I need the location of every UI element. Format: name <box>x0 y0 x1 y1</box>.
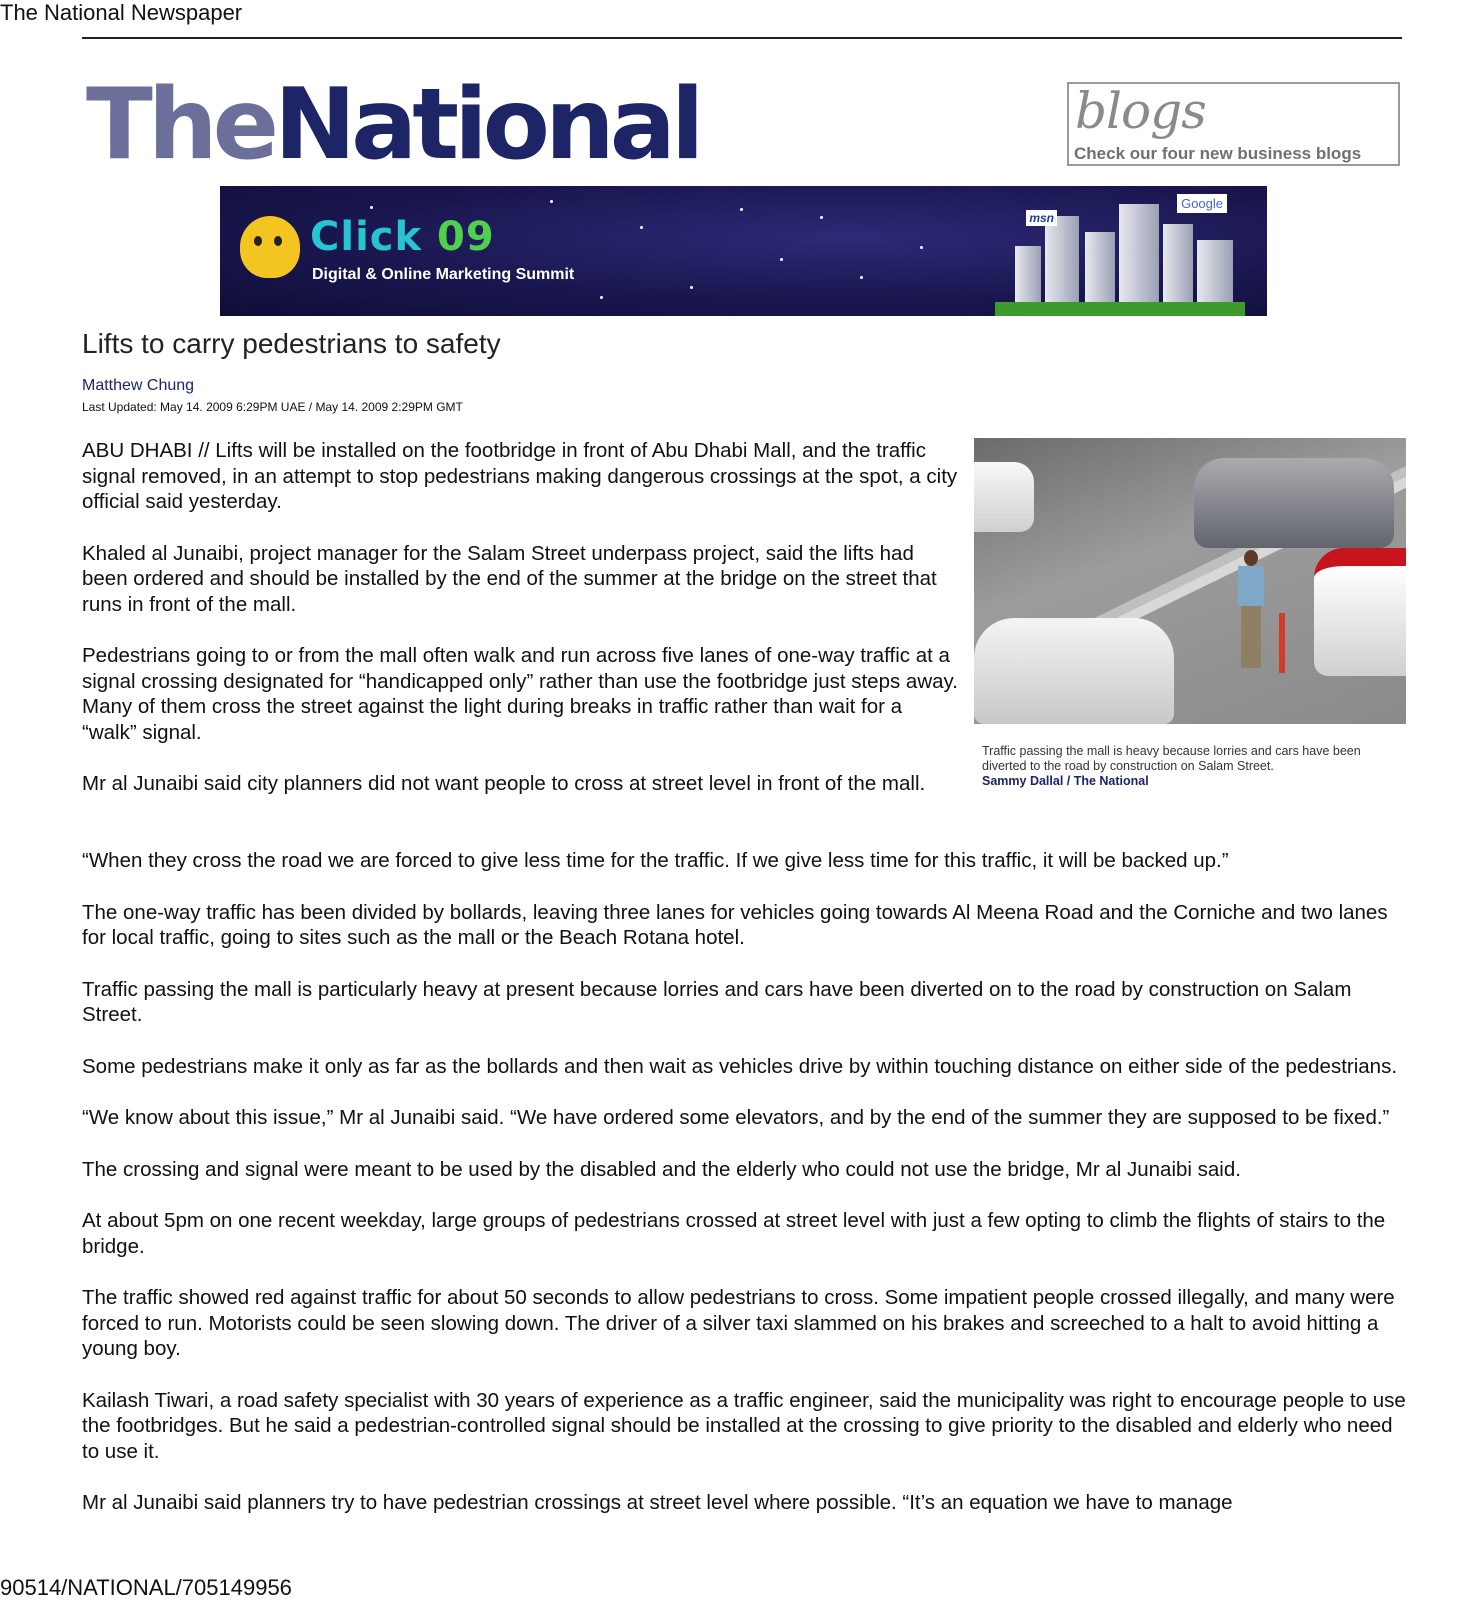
header-rule <box>82 37 1402 39</box>
logo-the: The <box>86 68 275 182</box>
photo-credit: Sammy Dallal / The National <box>982 774 1149 788</box>
blogs-ad-script: blogs <box>1075 82 1206 140</box>
click-year: 09 <box>437 214 495 260</box>
masthead-logo[interactable] <box>86 68 700 182</box>
article-photo <box>974 438 1406 724</box>
msn-sign: msn <box>1026 210 1057 226</box>
mascot-icon <box>240 216 300 278</box>
article-paragraph: ABU DHABI // Lifts will be installed on the footbridge in front of Abu Dhabi Mall, and the traffic signal removed, in an attempt to stop pedestrians making dangerous crossings at the spot, a city official said yesterday. <box>82 439 958 513</box>
article-paragraph: Some pedestrians make it only as far as the bollards and then wait as vehicles drive by within touching distance on either side of the pedestrians. <box>82 1054 1398 1078</box>
article-paragraph: Khaled al Junaibi, project manager for the Salam Street underpass project, said the lifts had been ordered and should be installed by the end of the summer at the bridge on the street that runs in front of the mall. <box>82 541 937 616</box>
article-updated: Last Updated: May 14. 2009 6:29PM UAE / May 14. 2009 2:29PM GMT <box>82 400 463 414</box>
article-paragraph: Kailash Tiwari, a road safety specialist with 30 years of experience as a traffic engineer, said the municipality was right to encourage people to use the footbridges. But he said a pedestrian-controlled signal should be installed at the crossing to give priority to the disabled and elderly who need to use it. <box>82 1388 1406 1463</box>
click09-logo <box>310 214 495 260</box>
google-sign: Google <box>1177 194 1227 213</box>
page-header: The National Newspaper <box>0 0 243 25</box>
blogs-ad[interactable] <box>1067 82 1400 166</box>
article-paragraph: The crossing and signal were meant to be used by the disabled and the elderly who could not use the bridge, Mr al Junaibi said. <box>82 1157 1241 1181</box>
article-body-wide <box>82 848 1412 1542</box>
page-footer: 90514/NATIONAL/705149956 <box>0 1575 292 1600</box>
article-title: Lifts to carry pedestrians to safety <box>82 328 501 359</box>
article-paragraph: “We know about this issue,” Mr al Junaibi said. “We have ordered some elevators, and by the end of the summer they are supposed to be fixed.” <box>82 1106 1390 1129</box>
blogs-ad-tagline: Check our four new business blogs <box>1074 144 1362 163</box>
article-paragraph: At about 5pm on one recent weekday, large groups of pedestrians crossed at street level with just a few opting to climb the flights of stairs to the bridge. <box>82 1209 1386 1258</box>
photo-caption-text: Traffic passing the mall is heavy because lorries and cars have been diverted to the road by construction on Salam Street. <box>982 744 1361 773</box>
article-paragraph: Traffic passing the mall is particularly heavy at present because lorries and cars have been diverted on to the road by construction on Salam Street. <box>82 977 1352 1026</box>
click-word: Click <box>310 214 423 260</box>
article-paragraph: Pedestrians going to or from the mall often walk and run across five lanes of one-way traffic at a signal crossing designated for “handicapped only” rather than use the footbridge just steps away. Many of them cross the street against the light during breaks in traffic rather than wait for a “walk” signal. <box>82 644 958 744</box>
article-paragraph: “When they cross the road we are forced to give less time for the traffic. If we give less time for this traffic, it will be backed up.” <box>82 849 1229 872</box>
article-paragraph: Mr al Junaibi said city planners did not want people to cross at street level in front of the mall. <box>82 772 926 795</box>
logo-national: National <box>274 68 700 182</box>
banner-subtitle: Digital & Online Marketing Summit <box>312 266 575 283</box>
photo-caption <box>982 744 1397 789</box>
article-paragraph: The one-way traffic has been divided by bollards, leaving three lanes for vehicles going towards Al Meena Road and the Corniche and two lanes for local traffic, going to sites such as the mall or the Beach Rotana hotel. <box>82 900 1388 949</box>
click09-banner-ad[interactable] <box>220 186 1267 316</box>
article-paragraph: Mr al Junaibi said planners try to have pedestrian crossings at street level where possible. “It’s an equation we have to manage <box>82 1491 1233 1514</box>
article-author[interactable]: Matthew Chung <box>82 377 195 394</box>
article-paragraph: The traffic showed red against traffic for about 50 seconds to allow pedestrians to cross. Some impatient people crossed illegally, and many were forced to run. Motorists could be seen slowing down. The driver of a silver taxi slammed on his brakes and screeched to a halt to avoid hitting a young boy. <box>82 1286 1395 1360</box>
article-body-narrow <box>82 438 962 823</box>
